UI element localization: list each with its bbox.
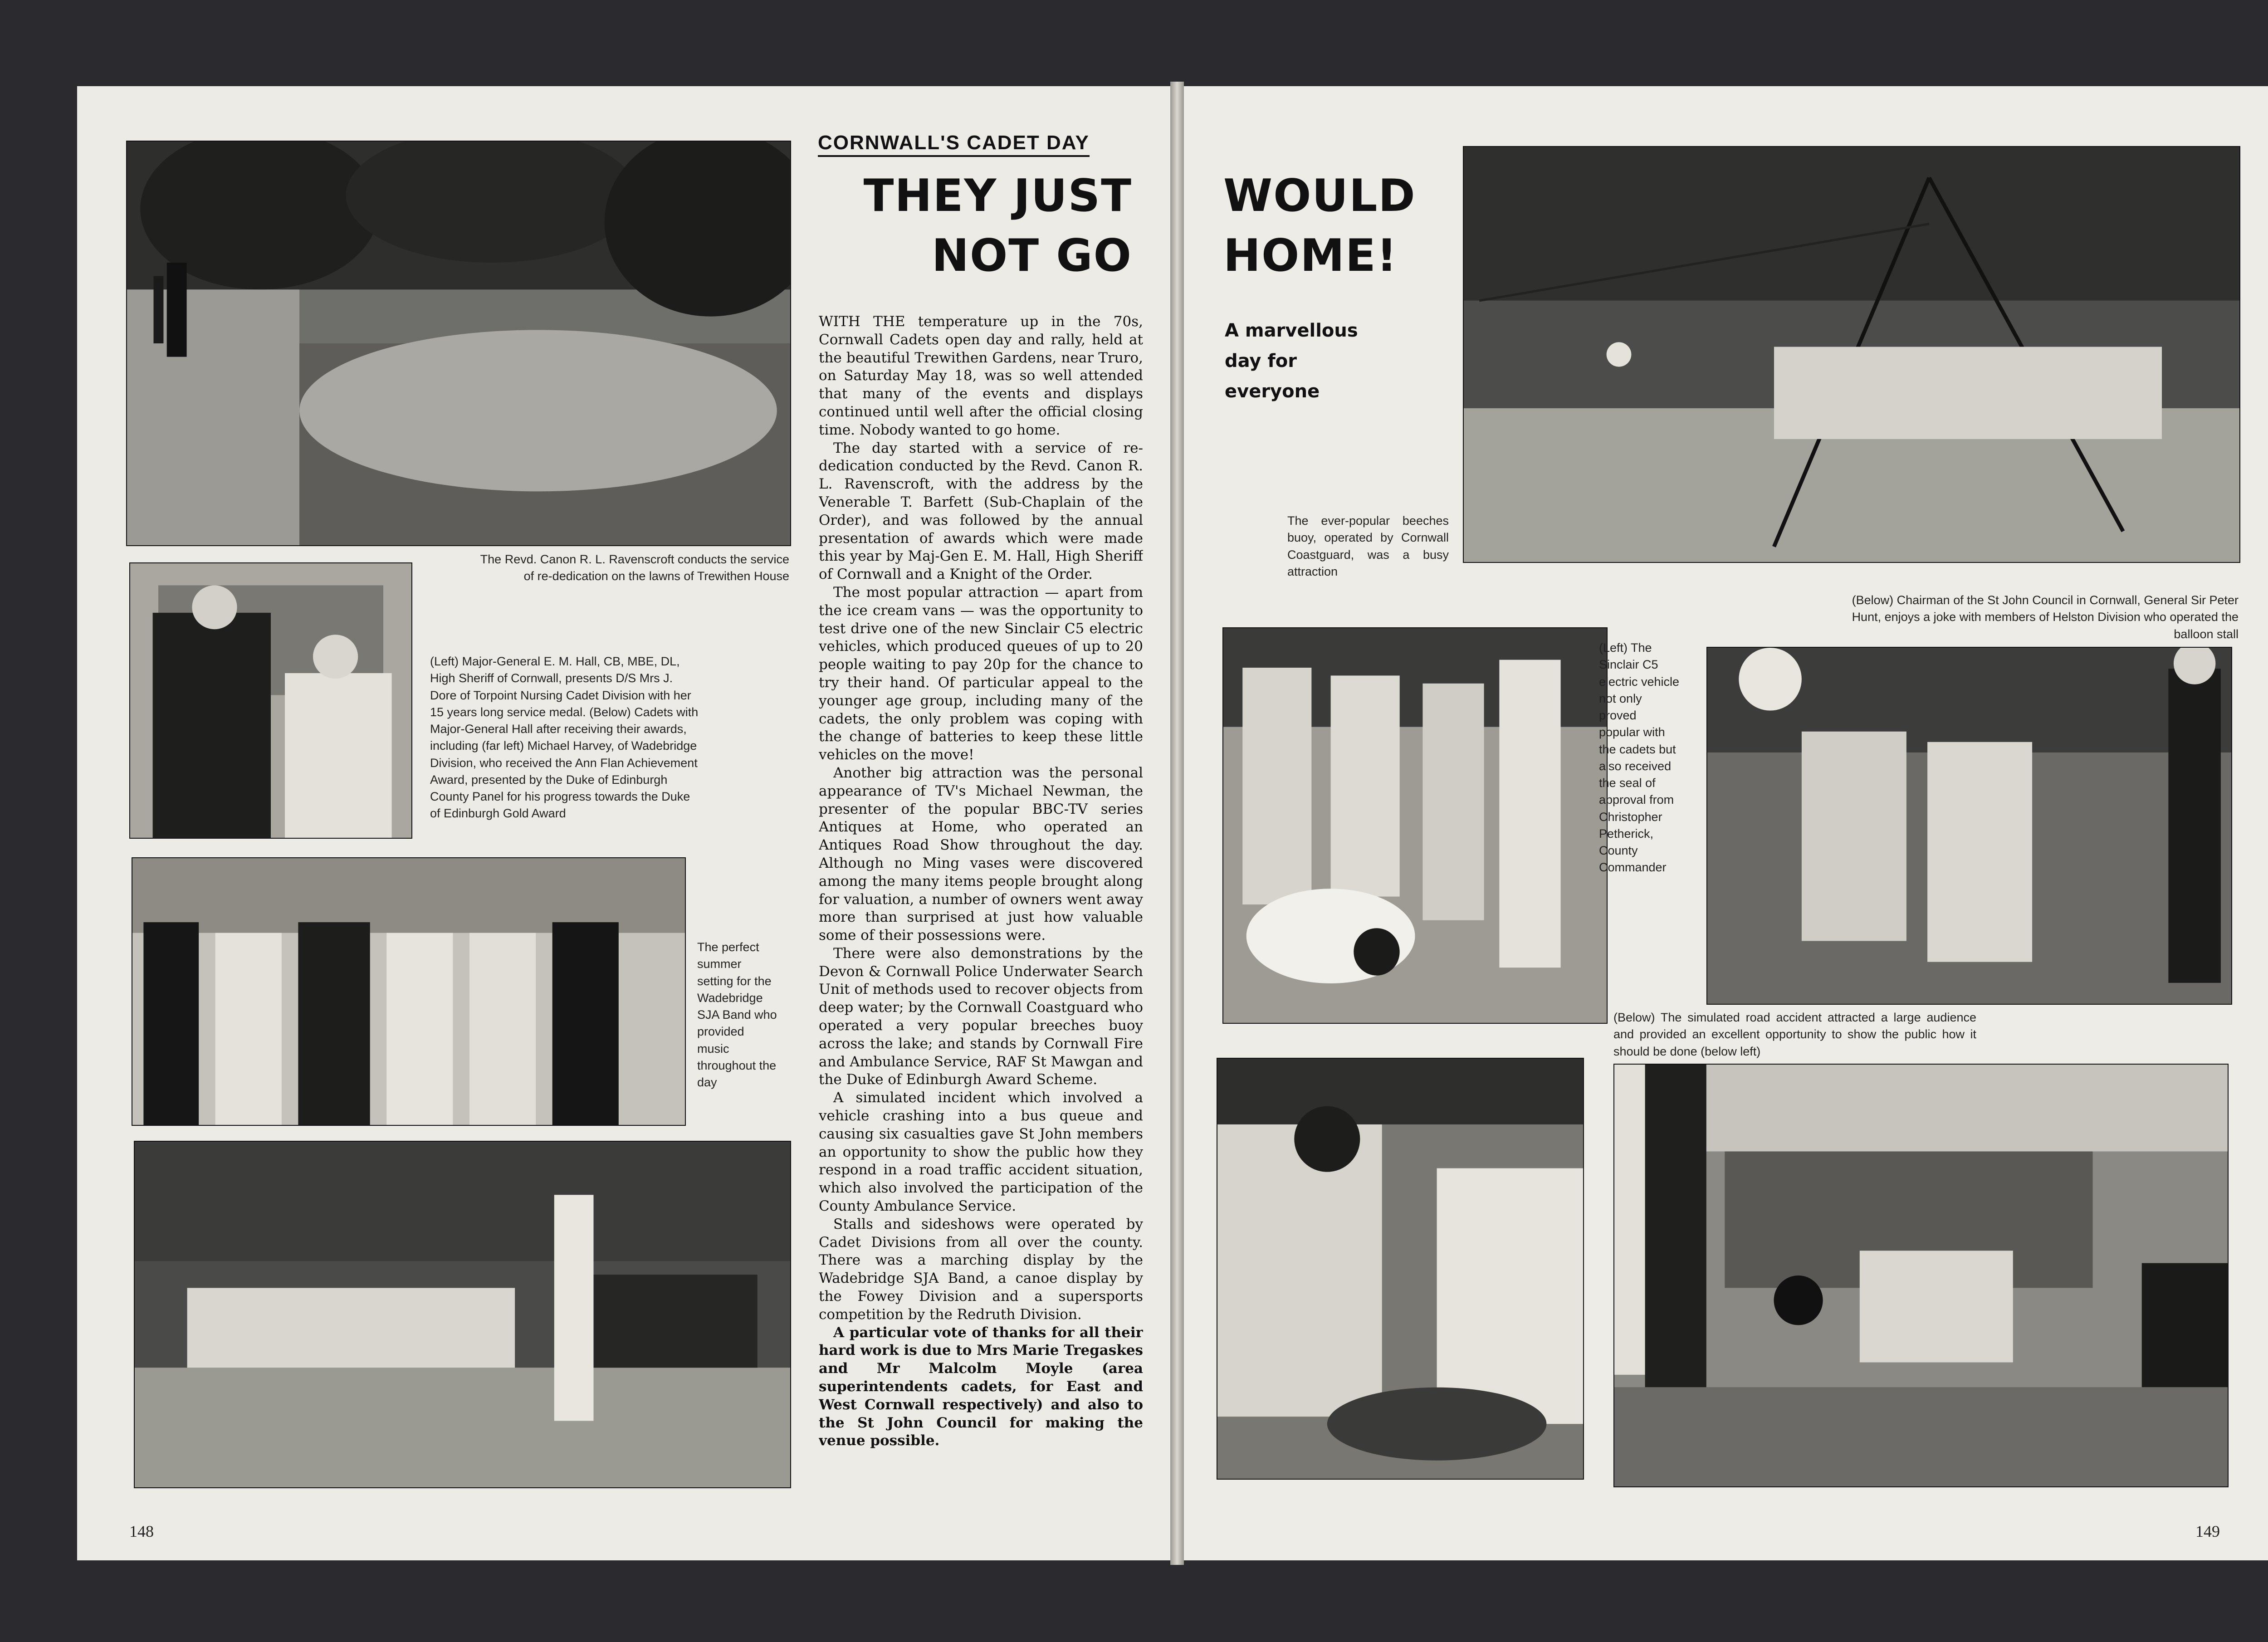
article-paragraph: Stalls and sideshows were operated by Cadet Divisions from all over the county. There was a marching display by the Wadebridge SJA Band, a canoe display by the Fowey Division and a supersports competition by the Redruth Division. xyxy=(819,1216,1143,1323)
article-paragraph: WITH THE temperature up in the 70s, Cornwall Cadets open day and rally, held at the beautiful Trewithen Gardens, near Truro, on Saturday May 18, was so well attended that many of the events and displays continued until well after the official closing time. Nobody wanted to go home. xyxy=(819,313,1143,438)
photo-road-accident xyxy=(1613,1064,2229,1487)
article-body xyxy=(819,313,1143,1488)
caption-council: (Below) Chairman of the St John Council in Cornwall, General Sir Peter Hunt, enjoys a joke with members of Helston Division who operated the balloon stall xyxy=(1852,593,2239,641)
page-number-left: 148 xyxy=(129,1522,154,1540)
photo-balloon-stall xyxy=(1706,647,2232,1005)
headline-right-line1: WOULD xyxy=(1223,170,1416,222)
photo-long-service-medal xyxy=(129,562,412,839)
photo-wadebridge-band xyxy=(134,1141,791,1488)
caption-awards: (Left) Major-General E. M. Hall, CB, MBE, DL, High Sheriff of Cornwall, presents D/S Mrs J. Dore of Torpoint Nursing Cadet Division with her 15 years long service medal. (Below) Cadets with Major-General Hall after receiving their awards, including (far left) Michael Harvey, of Wadebridge Division, who received the Ann Flan Achievement Award, presented by the Duke of Edinburgh County Panel for his progress towards the Duke of Edinburgh Gold Award xyxy=(430,655,699,821)
photo-casualty-treatment xyxy=(1217,1058,1584,1480)
headline-right-line2: HOME! xyxy=(1223,230,1398,282)
standfirst: A marvellous day for everyone xyxy=(1225,320,1358,402)
photo-award-winners xyxy=(132,857,686,1126)
photo-service-on-lawn xyxy=(126,141,791,546)
photo-breeches-buoy xyxy=(1463,146,2240,563)
headline-left-line2: NOT GO xyxy=(931,230,1132,282)
article-paragraph-thanks: A particular vote of thanks for all their hard work is due to Mrs Marie Tregaskes and Mr Malcolm Moyle (area superintendents cadets, for East and West Cornwall respectively) and also to the St John Council for making the venue possible. xyxy=(819,1324,1143,1449)
page-number-right: 149 xyxy=(2195,1522,2220,1540)
article-paragraph: A simulated incident which involved a vehicle crashing into a bus queue and causing six casualties gave St John members an opportunity to show the public how they respond in a road traffic accident situation, which also involved the participation of the County Ambulance Service. xyxy=(819,1090,1143,1215)
spine-gutter xyxy=(1170,82,1184,1565)
article-paragraph: Another big attraction was the personal appearance of TV's Michael Newman, the presenter of the popular BBC-TV series Antiques at Home, who operated an Antiques Road Show throughout the day. Although no Ming vases were discovered among the many items people brought along for valuation, a number of owners went away more than surprised at just how valuable some of their possessions were. xyxy=(819,764,1143,944)
headline-left-line1: THEY JUST xyxy=(863,170,1132,222)
caption-band: The perfect summer setting for the Wadebridge SJA Band who provided music throughout the day xyxy=(697,940,777,1089)
article-paragraph: The day started with a service of re-dedication conducted by the Revd. Canon R. L. Ravenscroft, with the address by the Venerable T. Barfett (Sub-Chaplain of the Order), and was followed by the annual presentation of awards which were made this year by Maj-Gen E. M. Hall, High Sheriff of Cornwall and a Knight of the Order. xyxy=(819,440,1143,583)
caption-accident: (Below) The simulated road accident attracted a large audience and provided an excellent opportunity to show the public how it should be done (below left) xyxy=(1613,1011,1976,1058)
photo-sinclair-c5 xyxy=(1222,627,1608,1024)
article-paragraph: There were also demonstrations by the Devon & Cornwall Police Underwater Search Unit of methods used to recover objects from deep water; by the Cornwall Coastguard who operated a very popular breeches buoy across the lake; and stands by Cornwall Fire and Ambulance Service, RAF St Mawgan and the Duke of Edinburgh Award Scheme. xyxy=(819,945,1143,1088)
article-paragraph: The most popular attraction — apart from the ice cream vans — was the opportunity to test drive one of the new Sinclair C5 electric vehicles, which produced queues of up to 20 people waiting to pay 20p for the chance to try their hand. Of particular appeal to the younger age group, including many of the cadets, the only problem was coping with the change of batteries to keep these little vehicles on the move! xyxy=(819,584,1143,763)
caption-service: The Revd. Canon R. L. Ravenscroft conducts the service of re-dedication on the lawns of Trewithen House xyxy=(480,552,789,583)
kicker: CORNWALL'S CADET DAY xyxy=(818,132,1090,157)
caption-sinclair: (Left) The Sinclair C5 electric vehicle not only proved popular with the cadets but also received the seal of approval from Christopher Petherick, County Commander xyxy=(1599,641,1680,875)
caption-buoy: The ever-popular beeches buoy, operated by Cornwall Coastguard, was a busy attraction xyxy=(1287,514,1449,578)
